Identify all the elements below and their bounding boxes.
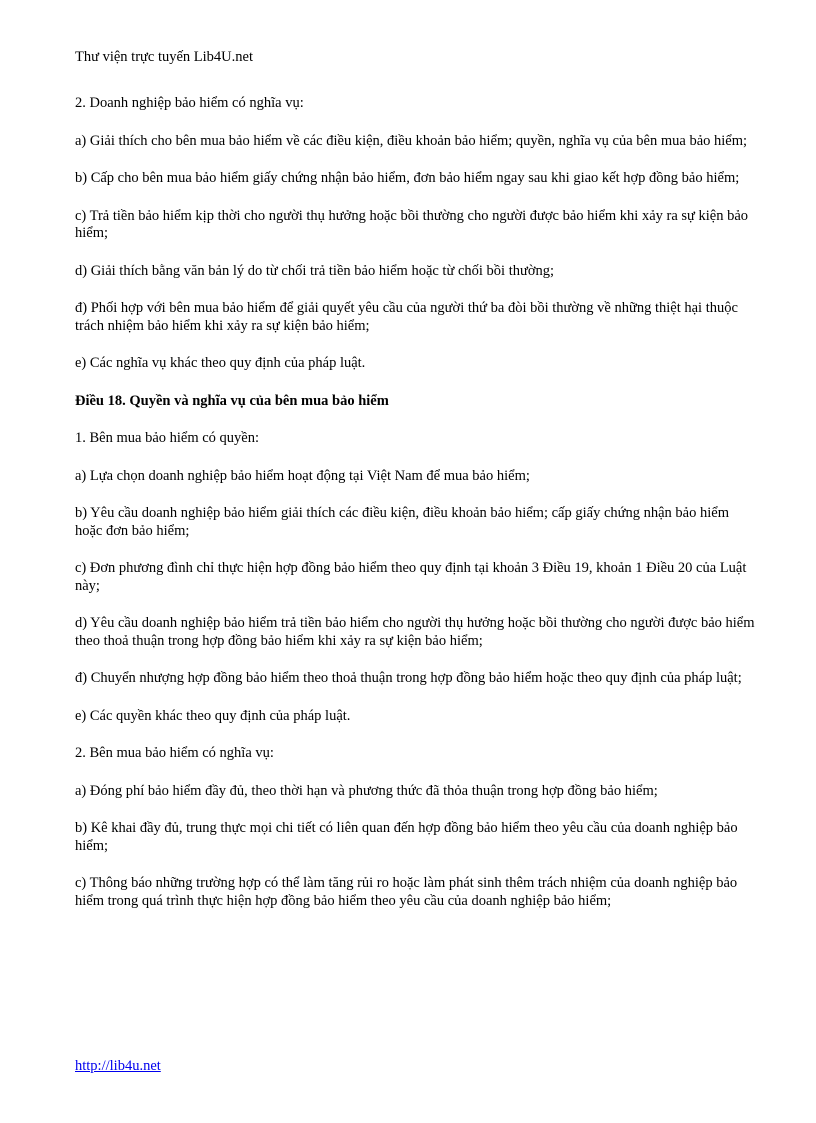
paragraph: đ) Phối hợp với bên mua bảo hiểm để giải quyết yêu cầu của người thứ ba đòi bồi thường về những thiệt hại thuộc trách nhiệm bảo hiểm khi xảy ra sự kiện bảo hiểm; — [75, 300, 738, 334]
paragraph: a) Giải thích cho bên mua bảo hiểm về các điều kiện, điều khoản bảo hiểm; quyền, nghĩa vụ của bên mua bảo hiểm; — [75, 132, 748, 149]
page-footer — [75, 1057, 161, 1075]
paragraph: e) Các quyền khác theo quy định của pháp luật. — [75, 707, 351, 724]
paragraph: 2. Doanh nghiệp bảo hiểm có nghĩa vụ: — [75, 95, 304, 111]
document-body — [75, 95, 755, 930]
paragraph: c) Thông báo những trường hợp có thể làm tăng rủi ro hoặc làm phát sinh thêm trách nhiệm của doanh nghiệp bảo hiểm trong quá trình thực hiện hợp đồng bảo hiểm theo yêu cầu của doanh nghiệp bảo hiểm; — [75, 875, 738, 909]
paragraph: b) Yêu cầu doanh nghiệp bảo hiểm giải thích các điều kiện, điều khoản bảo hiểm; cấp giấy chứng nhận bảo hiểm hoặc đơn bảo hiểm; — [75, 505, 729, 539]
paragraph: b) Cấp cho bên mua bảo hiểm giấy chứng nhận bảo hiểm, đơn bảo hiểm ngay sau khi giao kết hợp đồng bảo hiểm; — [75, 170, 740, 186]
paragraph: đ) Chuyển nhượng hợp đồng bảo hiểm theo thoả thuận trong hợp đồng bảo hiểm hoặc theo quy định của pháp luật; — [75, 670, 742, 686]
paragraph: a) Lựa chọn doanh nghiệp bảo hiểm hoạt động tại Việt Nam để mua bảo hiểm; — [75, 467, 530, 484]
paragraph: 1. Bên mua bảo hiểm có quyền: — [75, 430, 260, 446]
paragraph: 2. Bên mua bảo hiểm có nghĩa vụ: — [75, 745, 274, 761]
paragraph: d) Giải thích bằng văn bản lý do từ chối trả tiền bảo hiểm hoặc từ chối bồi thường; — [75, 262, 555, 279]
paragraph: d) Yêu cầu doanh nghiệp bảo hiểm trả tiền bảo hiểm cho người thụ hưởng hoặc bồi thường cho người được bảo hiểm theo thoả thuận trong hợp đồng bảo hiểm khi xảy ra sự kiện bảo hiểm; — [75, 615, 755, 649]
paragraph: c) Đơn phương đình chỉ thực hiện hợp đồng bảo hiểm theo quy định tại khoản 3 Điều 19, khoản 1 Điều 20 của Luật này; — [75, 560, 747, 594]
footer-link[interactable]: http://lib4u.net — [75, 1058, 161, 1074]
paragraph: a) Đóng phí bảo hiểm đầy đủ, theo thời hạn và phương thức đã thỏa thuận trong hợp đồng bảo hiểm; — [75, 782, 658, 799]
paragraph: b) Kê khai đầy đủ, trung thực mọi chi tiết có liên quan đến hợp đồng bảo hiểm theo yêu cầu của doanh nghiệp bảo hiểm; — [75, 820, 738, 854]
paragraph: e) Các nghĩa vụ khác theo quy định của pháp luật. — [75, 355, 366, 371]
article-heading: Điều 18. Quyền và nghĩa vụ của bên mua bảo hiểm — [75, 392, 389, 409]
paragraph: c) Trả tiền bảo hiểm kịp thời cho người thụ hưởng hoặc bồi thường cho người được bảo hiểm khi xảy ra sự kiện bảo hiểm; — [75, 207, 749, 241]
page-header: Thư viện trực tuyến Lib4U.net — [75, 49, 253, 65]
document-page — [75, 0, 755, 1123]
